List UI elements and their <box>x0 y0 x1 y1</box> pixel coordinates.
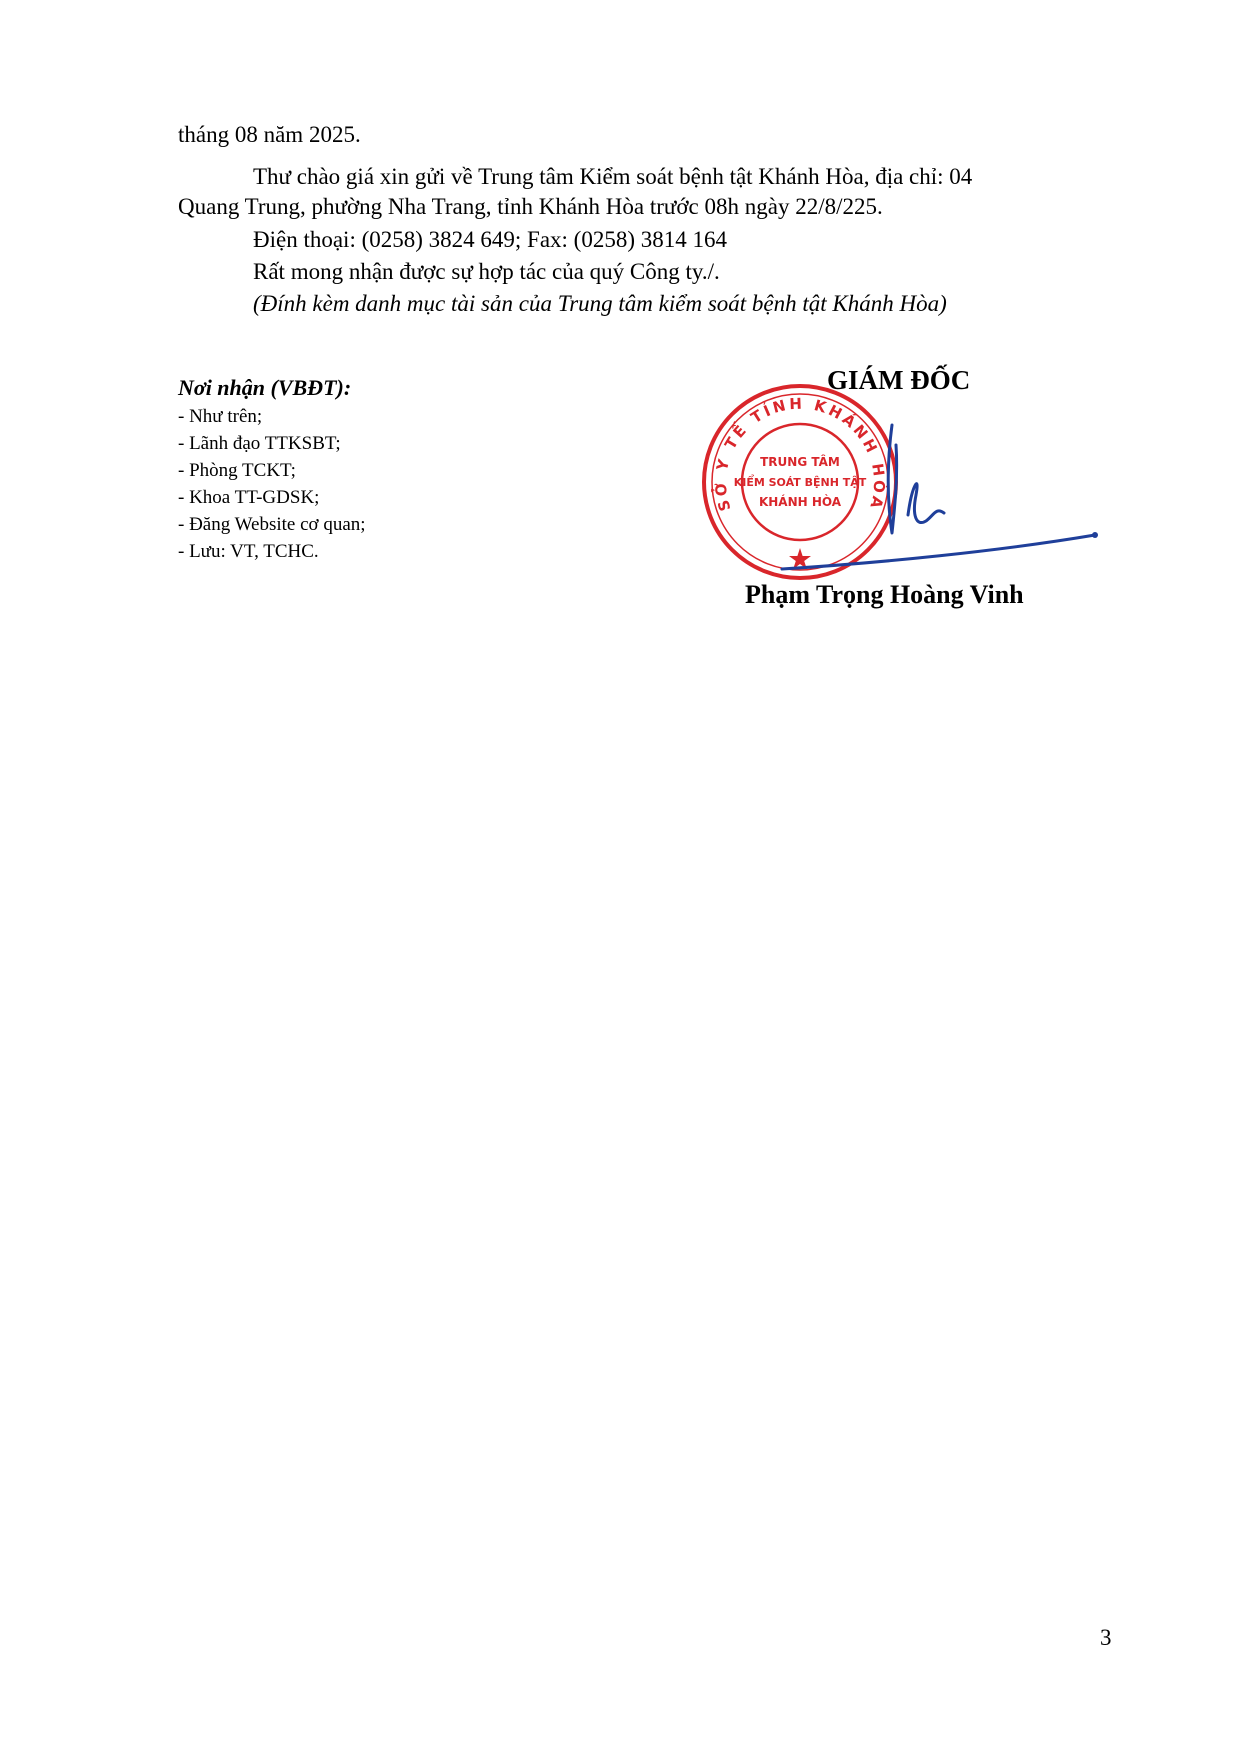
address-line-2: Quang Trung, phường Nha Trang, tỉnh Khánh Hòa trước 08h ngày 22/8/225. <box>178 194 883 219</box>
recipients-title: Nơi nhận (VBĐT): <box>178 375 352 400</box>
recipient-item: - Như trên; <box>178 406 263 427</box>
attachment-note: (Đính kèm danh mục tài sản của Trung tâm kiểm soát bệnh tật Khánh Hòa) <box>253 291 947 316</box>
recipients-list <box>178 403 366 565</box>
recipient-item: - Đăng Website cơ quan; <box>178 514 366 535</box>
stamp-ring-text: SỞ Y TẾ TỈNH KHÁNH HÒA <box>711 394 889 514</box>
stamp-center-line: KIỂM SOÁT BỆNH TẬT <box>733 476 867 489</box>
page-number: 3 <box>1100 1625 1112 1650</box>
recipient-item: - Lưu: VT, TCHC. <box>178 541 319 562</box>
signature-block <box>700 365 1120 625</box>
handwritten-signature <box>760 415 1120 575</box>
recipient-item: - Lãnh đạo TTKSBT; <box>178 433 341 454</box>
signer-name: Phạm Trọng Hoàng Vinh <box>745 580 1024 609</box>
date-line: tháng 08 năm 2025. <box>178 122 361 147</box>
signer-title: GIÁM ĐỐC <box>827 365 971 395</box>
phone-line: Điện thoại: (0258) 3824 649; Fax: (0258) 3814 164 <box>253 227 728 252</box>
address-line-1: Thư chào giá xin gửi về Trung tâm Kiểm soát bệnh tật Khánh Hòa, địa chỉ: 04 <box>253 164 973 189</box>
recipient-item: - Phòng TCKT; <box>178 460 296 481</box>
stamp-center-line: TRUNG TÂM <box>760 455 840 469</box>
closing-line: Rất mong nhận được sự hợp tác của quý Công ty./. <box>253 259 720 284</box>
recipient-item: - Khoa TT-GDSK; <box>178 487 320 508</box>
recipients-block <box>178 375 366 565</box>
stamp-center-line: KHÁNH HÒA <box>758 495 842 509</box>
